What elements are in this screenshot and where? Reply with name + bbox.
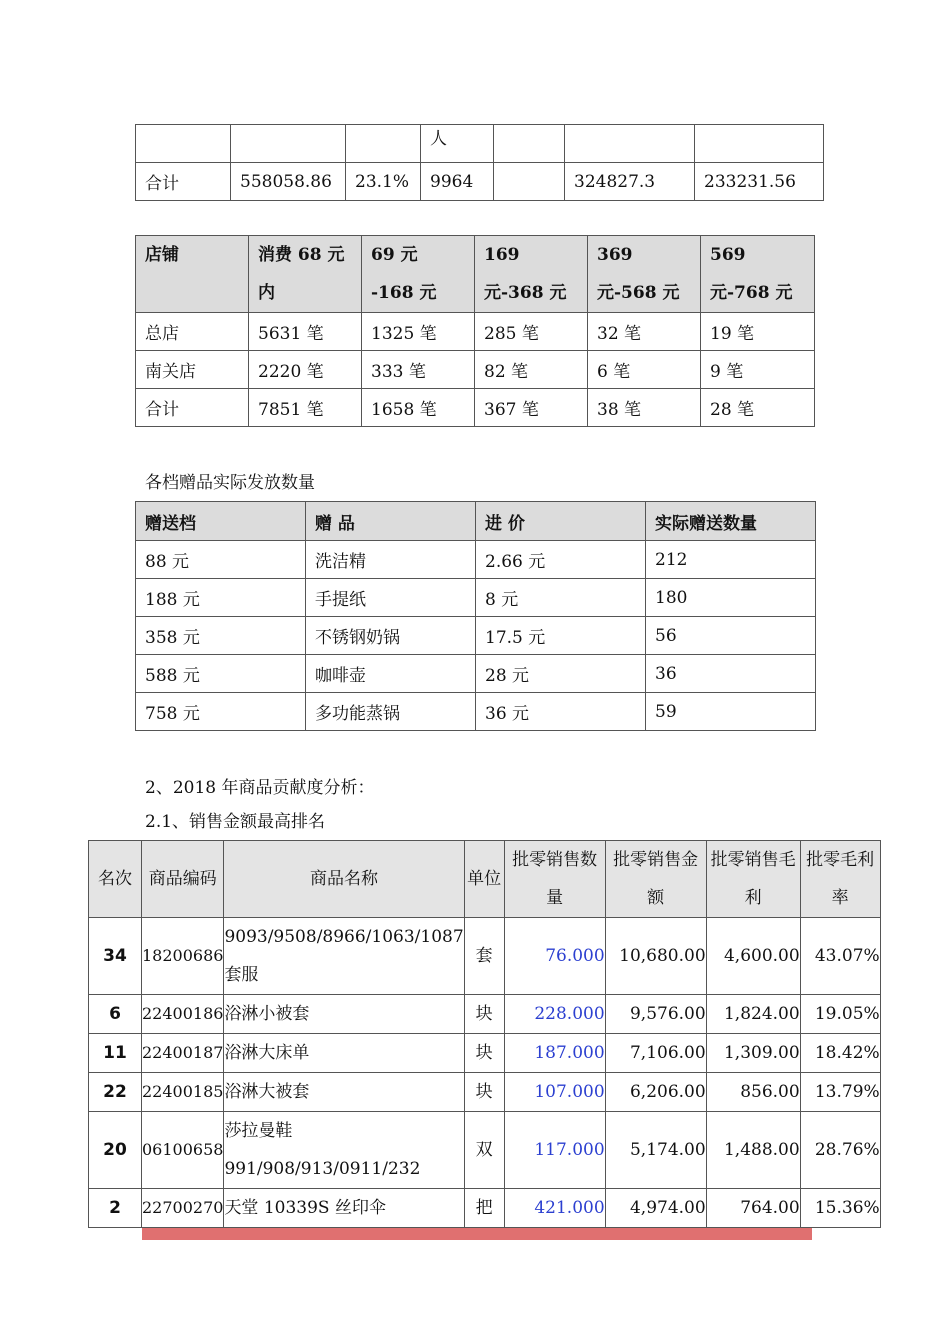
table-cell: 7851 笔 <box>249 389 362 427</box>
table-cell: 南关店 <box>136 351 249 389</box>
table-cell: 合计 <box>136 389 249 427</box>
table-row <box>136 579 816 617</box>
code-cell: 22400187 <box>142 1034 224 1073</box>
table-header-row <box>136 502 816 541</box>
column-header: 赠送档 <box>136 502 306 541</box>
table-row <box>89 1112 881 1189</box>
table-cell: 6 笔 <box>588 351 701 389</box>
table-cell: 36 元 <box>476 693 646 731</box>
table-cell: 558058.86 <box>231 163 346 201</box>
store-spending-tier-table <box>135 235 815 427</box>
table-header-row <box>89 841 881 918</box>
table-cell: 59 <box>646 693 816 731</box>
table-cell: 212 <box>646 541 816 579</box>
column-header: 369 元-568 元 <box>588 236 701 313</box>
table-cell: 188 元 <box>136 579 306 617</box>
profit-cell: 1,824.00 <box>706 995 800 1034</box>
table-row <box>89 995 881 1034</box>
section-2-heading: 2、2018 年商品贡献度分析： <box>145 778 375 798</box>
table-cell: 333 笔 <box>362 351 475 389</box>
table-row <box>89 1073 881 1112</box>
margin-cell: 13.79% <box>800 1073 880 1112</box>
table-row <box>136 693 816 731</box>
name-cell: 浴淋大床单 <box>224 1034 464 1073</box>
table-cell: 合计 <box>136 163 231 201</box>
table-cell: 咖啡壶 <box>306 655 476 693</box>
section-2-1-heading: 2.1、销售金额最高排名 <box>145 812 326 832</box>
table-cell: 9 笔 <box>701 351 815 389</box>
table-row <box>136 541 816 579</box>
column-header: 商品编码 <box>142 841 224 918</box>
table-cell: 32 笔 <box>588 313 701 351</box>
quantity-cell: 117.000 <box>504 1112 605 1189</box>
margin-cell: 28.76% <box>800 1112 880 1189</box>
profit-cell: 4,600.00 <box>706 918 800 995</box>
table-cell: 82 笔 <box>475 351 588 389</box>
column-header: 商品名称 <box>224 841 464 918</box>
table-row <box>136 163 824 201</box>
footer-divider-bar <box>142 1228 812 1240</box>
margin-cell: 18.42% <box>800 1034 880 1073</box>
table-row <box>136 655 816 693</box>
table-cell: 180 <box>646 579 816 617</box>
code-cell: 18200686 <box>142 918 224 995</box>
table-cell: 洗洁精 <box>306 541 476 579</box>
table-cell: 28 笔 <box>701 389 815 427</box>
table-cell: 2220 笔 <box>249 351 362 389</box>
column-header: 消费 68 元内 <box>249 236 362 313</box>
table-row <box>136 313 815 351</box>
table-cell <box>136 125 231 163</box>
table-row <box>136 617 816 655</box>
margin-cell: 15.36% <box>800 1189 880 1228</box>
table-cell: 758 元 <box>136 693 306 731</box>
code-cell: 22400185 <box>142 1073 224 1112</box>
amount-cell: 9,576.00 <box>605 995 706 1034</box>
table-cell: 1325 笔 <box>362 313 475 351</box>
table-cell: 588 元 <box>136 655 306 693</box>
name-cell: 9093/9508/8966/1063/1087套服 <box>224 918 464 995</box>
rank-cell: 6 <box>89 995 142 1034</box>
column-header: 店铺 <box>136 236 249 313</box>
table-cell: 285 笔 <box>475 313 588 351</box>
code-cell: 22700270 <box>142 1189 224 1228</box>
margin-cell: 19.05% <box>800 995 880 1034</box>
table-cell <box>346 125 421 163</box>
column-header: 批零销售金额 <box>605 841 706 918</box>
table-cell: 38 笔 <box>588 389 701 427</box>
table-row <box>89 1189 881 1228</box>
unit-cell: 双 <box>464 1112 504 1189</box>
column-header: 169 元-368 元 <box>475 236 588 313</box>
table-cell: 324827.3 <box>565 163 695 201</box>
profit-cell: 764.00 <box>706 1189 800 1228</box>
table-cell <box>494 125 565 163</box>
table-cell: 不锈钢奶锅 <box>306 617 476 655</box>
rank-cell: 34 <box>89 918 142 995</box>
top-sales-ranking-table <box>88 840 881 1228</box>
amount-cell: 6,206.00 <box>605 1073 706 1112</box>
name-cell: 莎拉曼鞋991/908/913/0911/232 <box>224 1112 464 1189</box>
unit-cell: 块 <box>464 1034 504 1073</box>
table-header-row <box>136 236 815 313</box>
table-row <box>136 125 824 163</box>
column-header: 进 价 <box>476 502 646 541</box>
table-cell <box>494 163 565 201</box>
table-cell: 56 <box>646 617 816 655</box>
quantity-cell: 107.000 <box>504 1073 605 1112</box>
table-cell: 8 元 <box>476 579 646 617</box>
quantity-cell: 421.000 <box>504 1189 605 1228</box>
table-cell: 36 <box>646 655 816 693</box>
margin-cell: 43.07% <box>800 918 880 995</box>
table-cell: 2.66 元 <box>476 541 646 579</box>
table-cell <box>565 125 695 163</box>
unit-cell: 块 <box>464 995 504 1034</box>
table-row <box>89 1034 881 1073</box>
table-row <box>136 351 815 389</box>
amount-cell: 5,174.00 <box>605 1112 706 1189</box>
unit-cell: 套 <box>464 918 504 995</box>
quantity-cell: 187.000 <box>504 1034 605 1073</box>
table-cell: 人 <box>421 125 494 163</box>
table-cell: 28 元 <box>476 655 646 693</box>
rank-cell: 20 <box>89 1112 142 1189</box>
table-row <box>136 389 815 427</box>
table-cell <box>231 125 346 163</box>
table-cell: 367 笔 <box>475 389 588 427</box>
table-row <box>89 918 881 995</box>
table-cell: 9964 <box>421 163 494 201</box>
table-cell: 358 元 <box>136 617 306 655</box>
name-cell: 天堂 10339S 丝印伞 <box>224 1189 464 1228</box>
gift-section-caption: 各档赠品实际发放数量 <box>145 473 315 493</box>
table-cell: 总店 <box>136 313 249 351</box>
table-cell: 19 笔 <box>701 313 815 351</box>
unit-cell: 把 <box>464 1189 504 1228</box>
amount-cell: 4,974.00 <box>605 1189 706 1228</box>
table-cell: 多功能蒸锅 <box>306 693 476 731</box>
amount-cell: 10,680.00 <box>605 918 706 995</box>
column-header: 569 元-768 元 <box>701 236 815 313</box>
code-cell: 06100658 <box>142 1112 224 1189</box>
rank-cell: 11 <box>89 1034 142 1073</box>
profit-cell: 856.00 <box>706 1073 800 1112</box>
table-cell: 88 元 <box>136 541 306 579</box>
gift-distribution-table <box>135 501 816 731</box>
amount-cell: 7,106.00 <box>605 1034 706 1073</box>
table-cell: 5631 笔 <box>249 313 362 351</box>
column-header: 名次 <box>89 841 142 918</box>
summary-table-continued <box>135 124 824 201</box>
code-cell: 22400186 <box>142 995 224 1034</box>
unit-cell: 块 <box>464 1073 504 1112</box>
column-header: 单位 <box>464 841 504 918</box>
rank-cell: 22 <box>89 1073 142 1112</box>
column-header: 赠 品 <box>306 502 476 541</box>
table-cell: 233231.56 <box>695 163 824 201</box>
name-cell: 浴淋小被套 <box>224 995 464 1034</box>
quantity-cell: 228.000 <box>504 995 605 1034</box>
profit-cell: 1,309.00 <box>706 1034 800 1073</box>
column-header: 批零销售数量 <box>504 841 605 918</box>
column-header: 实际赠送数量 <box>646 502 816 541</box>
column-header: 69 元 -168 元 <box>362 236 475 313</box>
table-cell: 1658 笔 <box>362 389 475 427</box>
quantity-cell: 76.000 <box>504 918 605 995</box>
column-header: 批零毛利率 <box>800 841 880 918</box>
table-cell: 17.5 元 <box>476 617 646 655</box>
profit-cell: 1,488.00 <box>706 1112 800 1189</box>
table-cell: 23.1% <box>346 163 421 201</box>
rank-cell: 2 <box>89 1189 142 1228</box>
name-cell: 浴淋大被套 <box>224 1073 464 1112</box>
table-cell <box>695 125 824 163</box>
table-cell: 手提纸 <box>306 579 476 617</box>
column-header: 批零销售毛利 <box>706 841 800 918</box>
